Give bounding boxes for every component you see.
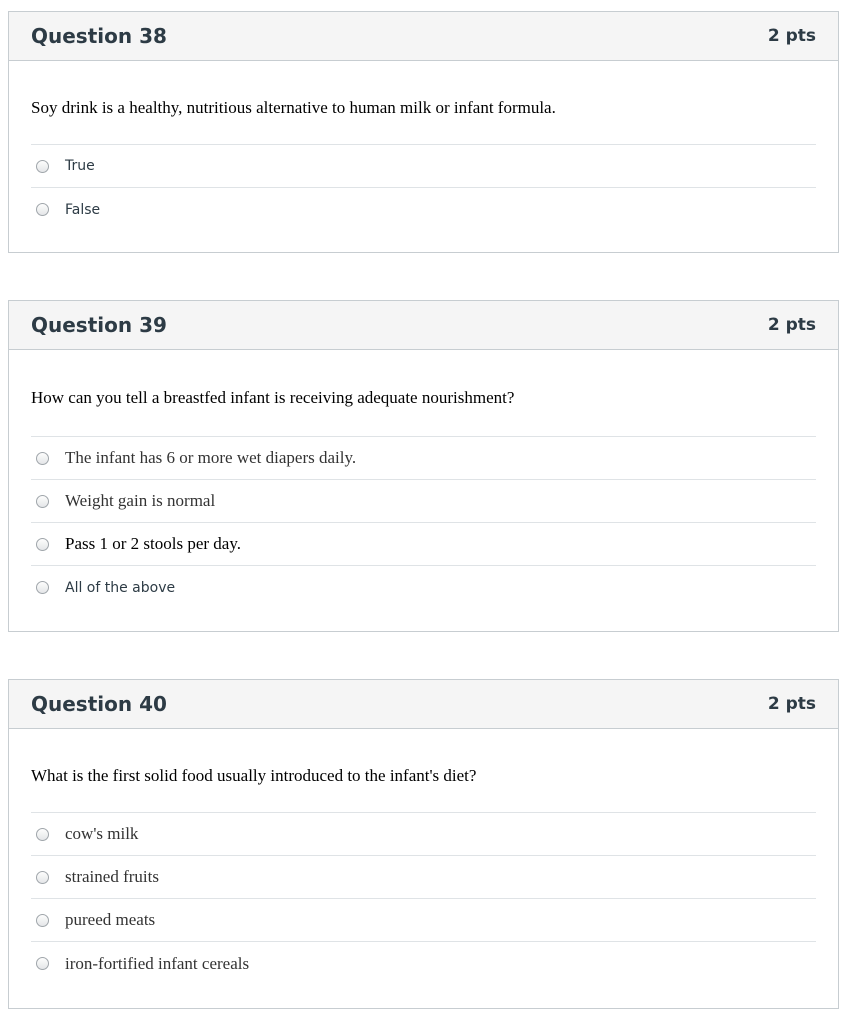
question-title: Question 40 <box>31 692 167 716</box>
answer-list <box>31 145 816 231</box>
radio-button[interactable] <box>36 203 49 216</box>
radio-button[interactable] <box>36 160 49 173</box>
question-text: How can you tell a breastfed infant is receiving adequate nourishment? <box>31 350 816 437</box>
question-40 <box>8 679 839 1009</box>
answer-label[interactable]: iron-fortified infant cereals <box>65 953 250 973</box>
question-text: What is the first solid food usually introduced to the infant's diet? <box>31 729 816 813</box>
radio-button[interactable] <box>36 581 49 594</box>
answer-option[interactable] <box>31 856 816 899</box>
answer-label[interactable]: strained fruits <box>65 867 159 886</box>
answer-label[interactable]: Pass 1 or 2 stools per day. <box>65 534 241 553</box>
question-title: Question 39 <box>31 313 167 337</box>
question-title: Question 38 <box>31 24 167 48</box>
answer-label[interactable]: True <box>65 158 95 174</box>
answer-option[interactable] <box>31 437 816 480</box>
radio-button[interactable] <box>36 828 49 841</box>
answer-option[interactable] <box>31 942 816 985</box>
radio-button[interactable] <box>36 914 49 927</box>
answer-option-true[interactable] <box>31 145 816 188</box>
answer-option-false[interactable] <box>31 188 816 231</box>
radio-button[interactable] <box>36 957 49 970</box>
question-body <box>9 350 838 609</box>
answer-label[interactable]: cow's milk <box>65 824 139 843</box>
answer-option[interactable] <box>31 523 816 566</box>
answer-label[interactable]: False <box>65 201 101 218</box>
answer-list <box>31 813 816 985</box>
question-header <box>9 680 838 729</box>
question-points: 2 pts <box>767 26 816 46</box>
question-points: 2 pts <box>767 315 816 335</box>
answer-list <box>31 437 816 609</box>
answer-label[interactable]: Weight gain is normal <box>65 491 216 510</box>
radio-button[interactable] <box>36 871 49 884</box>
radio-button[interactable] <box>36 495 49 508</box>
question-body <box>9 729 838 985</box>
answer-option[interactable] <box>31 813 816 856</box>
radio-button[interactable] <box>36 538 49 551</box>
question-header <box>9 301 838 350</box>
answer-label[interactable]: pureed meats <box>65 910 156 929</box>
answer-option[interactable] <box>31 566 816 609</box>
answer-option[interactable] <box>31 899 816 942</box>
radio-button[interactable] <box>36 452 49 465</box>
answer-option[interactable] <box>31 480 816 523</box>
question-header <box>9 12 838 61</box>
answer-label[interactable]: The infant has 6 or more wet diapers daily. <box>65 448 357 467</box>
question-39 <box>8 300 839 632</box>
question-points: 2 pts <box>767 694 816 714</box>
question-body <box>9 61 838 231</box>
question-text: Soy drink is a healthy, nutritious alternative to human milk or infant formula. <box>31 61 816 145</box>
question-38 <box>8 11 839 253</box>
answer-label[interactable]: All of the above <box>65 579 176 596</box>
